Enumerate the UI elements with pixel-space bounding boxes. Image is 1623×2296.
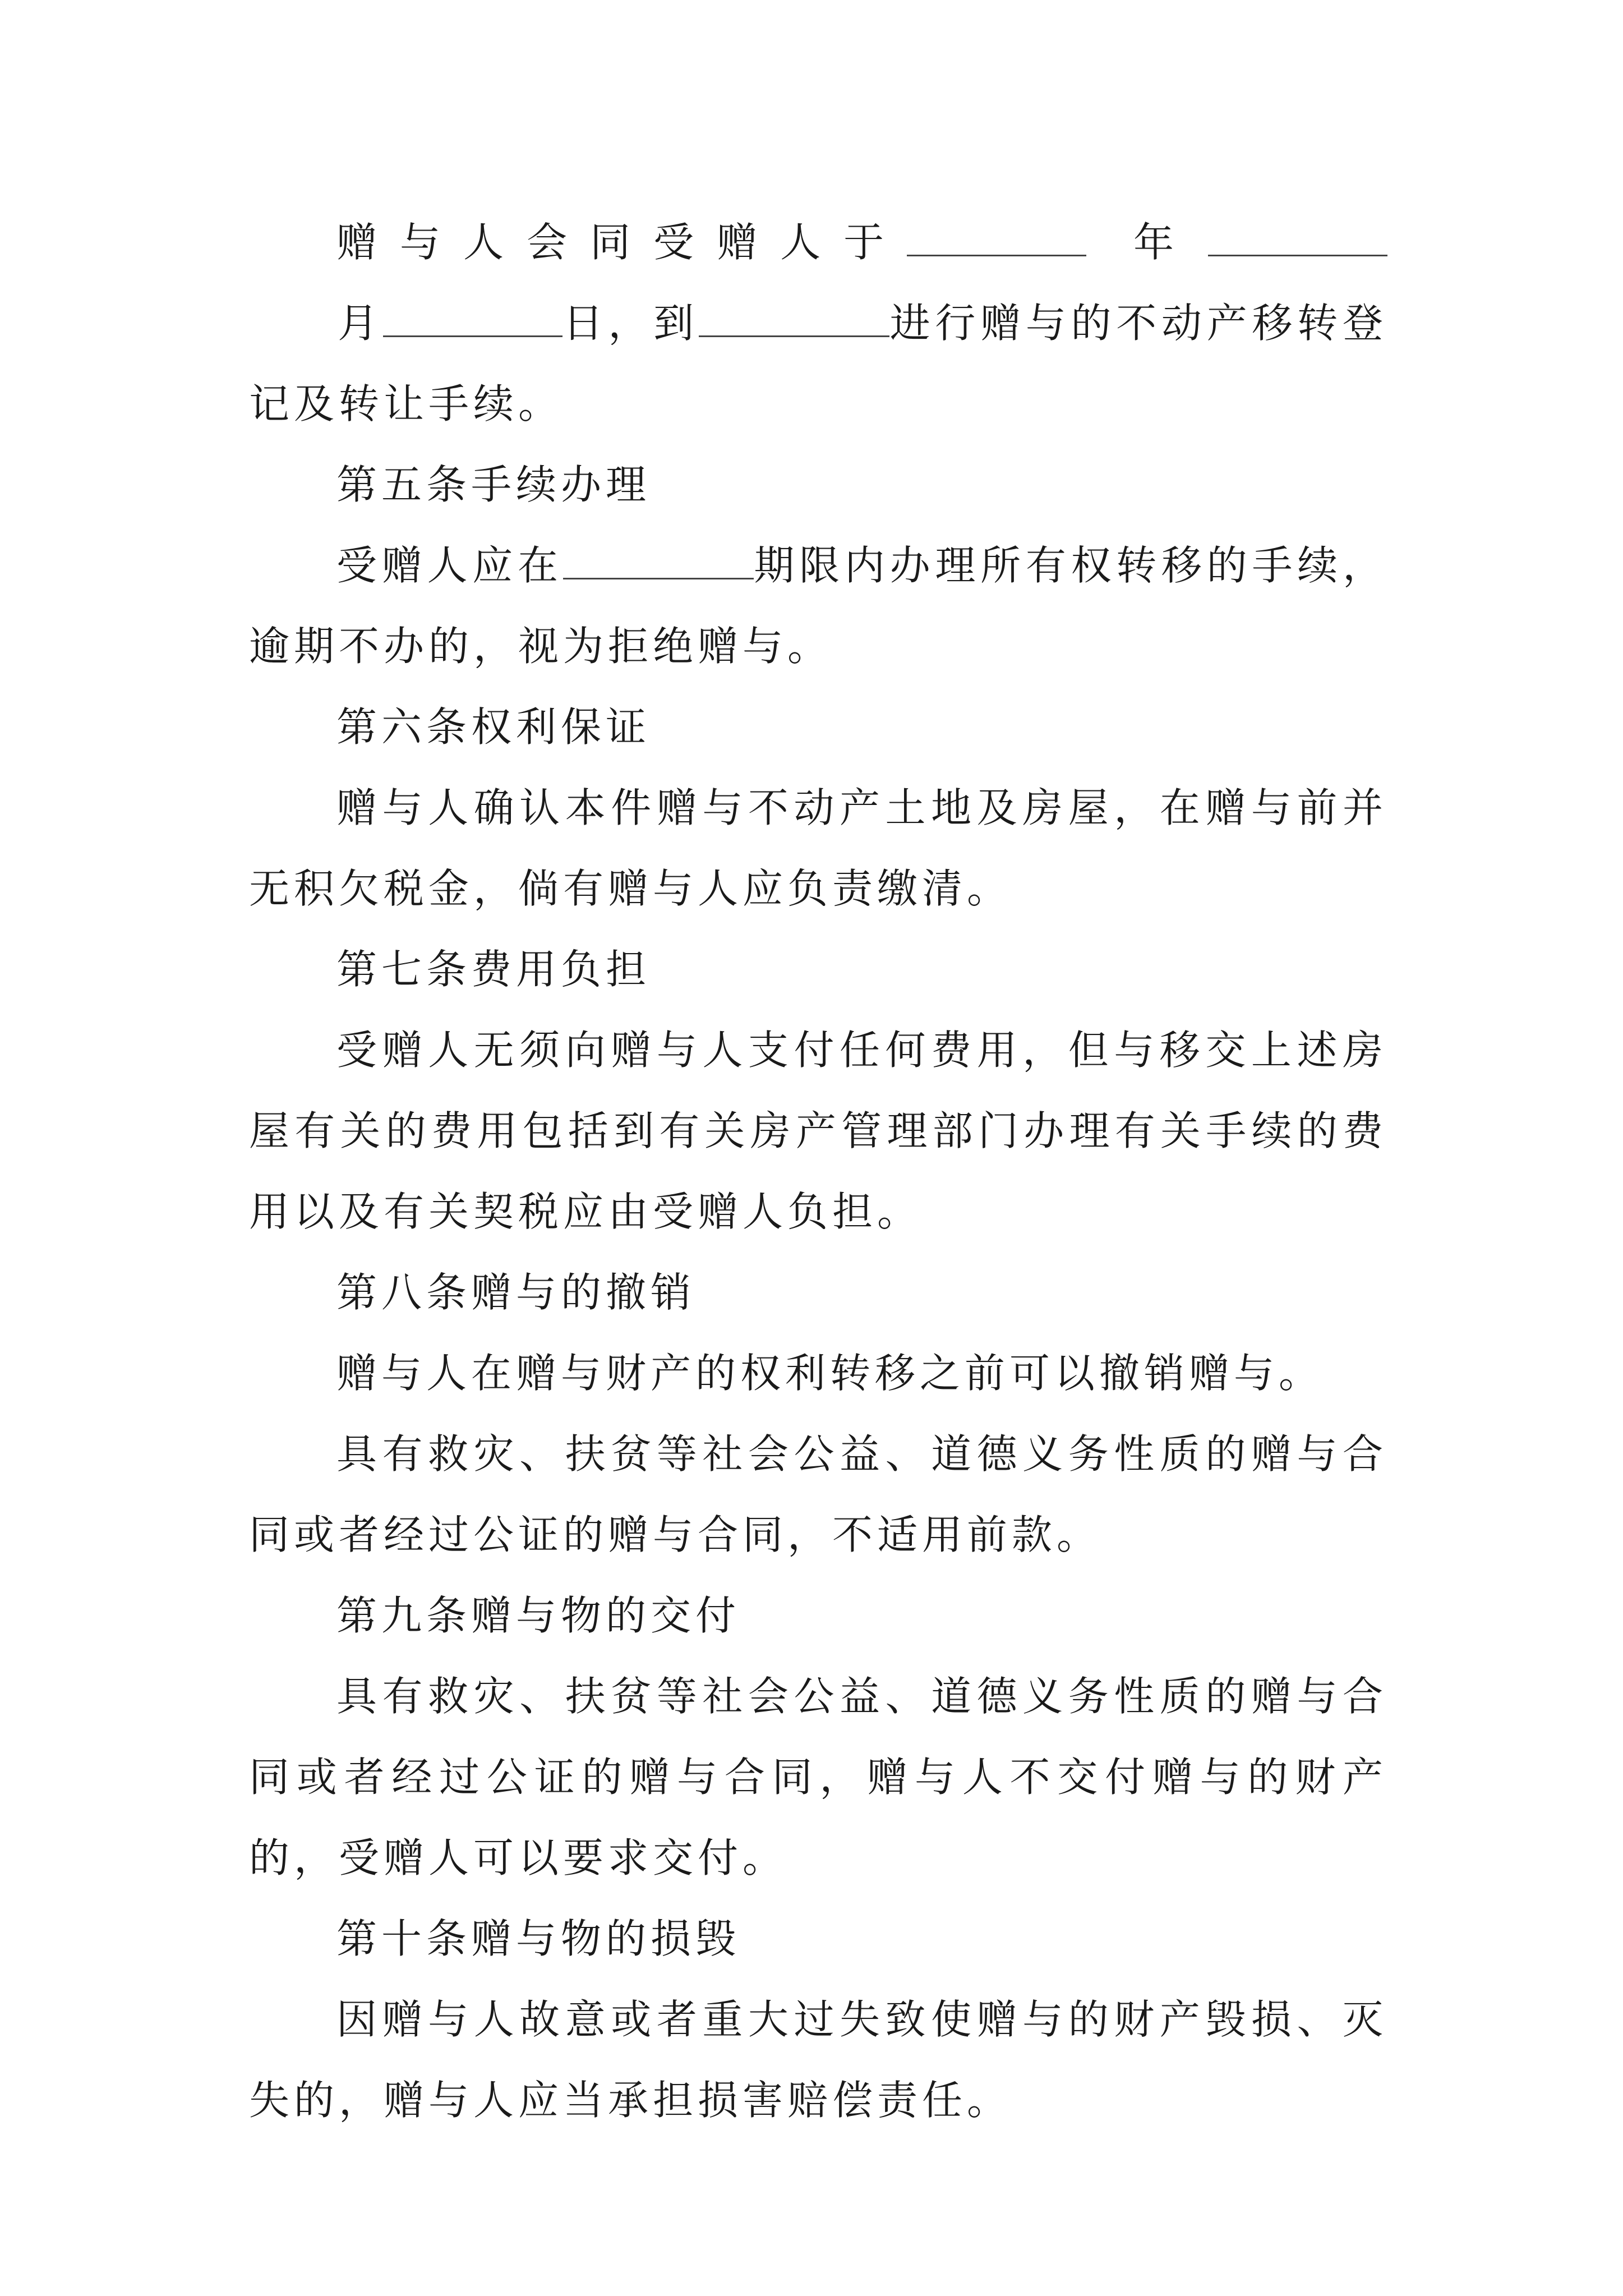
article-7-title: 第七条费用负担 — [336, 946, 651, 993]
article-6-title: 第六条权利保证 — [336, 703, 651, 751]
article-10-title: 第十条赠与物的损毁 — [336, 1915, 741, 1962]
place-blank — [699, 302, 889, 337]
intro-text-end: 进行赠与的不动产移转登记及转让手续。 — [249, 300, 1387, 427]
month-blank — [1208, 221, 1387, 256]
article-5-text — [249, 525, 1387, 687]
article-10-text: 因赠与人故意或者重大过失致使赠与的财产毁损、灭失的，赠与人应当承担损害赔偿责任。 — [249, 1996, 1387, 2124]
article-5-text-after: 期限内办理所有权转移的手续，逾期不办的，视为拒绝赠与。 — [249, 542, 1387, 670]
day-label: 日，到 — [562, 300, 699, 347]
article-8-text-1: 赠与人在赠与财产的权利转移之前可以撤销赠与。 — [336, 1350, 1324, 1397]
article-8-text-2: 具有救灾、扶贫等社会公益、道德义务性质的赠与合同或者经过公证的赠与合同，不适用前款。 — [249, 1430, 1387, 1558]
intro-text-start: 赠与人会同受赠人于 — [336, 219, 907, 266]
article-9-title: 第九条赠与物的交付 — [336, 1592, 741, 1639]
document-body — [249, 202, 1387, 2141]
day-blank — [383, 302, 562, 337]
deadline-blank — [563, 544, 754, 579]
year-label: 年 — [1133, 219, 1185, 266]
article-6-text: 赠与人确认本件赠与不动产土地及房屋，在赠与前并无积欠税金，倘有赠与人应负责缴清。 — [249, 784, 1387, 912]
month-label: 月 — [338, 300, 383, 347]
article-9-text: 具有救灾、扶贫等社会公益、道德义务性质的赠与合同或者经过公证的赠与合同，赠与人不交付赠与的财产的，受赠人可以要求交付。 — [249, 1673, 1387, 1881]
article-8-title: 第八条赠与的撤销 — [336, 1269, 696, 1316]
article-5-text-before: 受赠人应在 — [336, 542, 563, 589]
year-blank — [907, 221, 1086, 256]
article-5-title: 第五条手续办理 — [336, 461, 651, 508]
article-7-text: 受赠人无须向赠与人支付任何费用，但与移交上述房屋有关的费用包括到有关房产管理部门办理有关手续的费用以及有关契税应由受赠人负担。 — [249, 1027, 1387, 1235]
intro-paragraph — [249, 202, 1387, 444]
